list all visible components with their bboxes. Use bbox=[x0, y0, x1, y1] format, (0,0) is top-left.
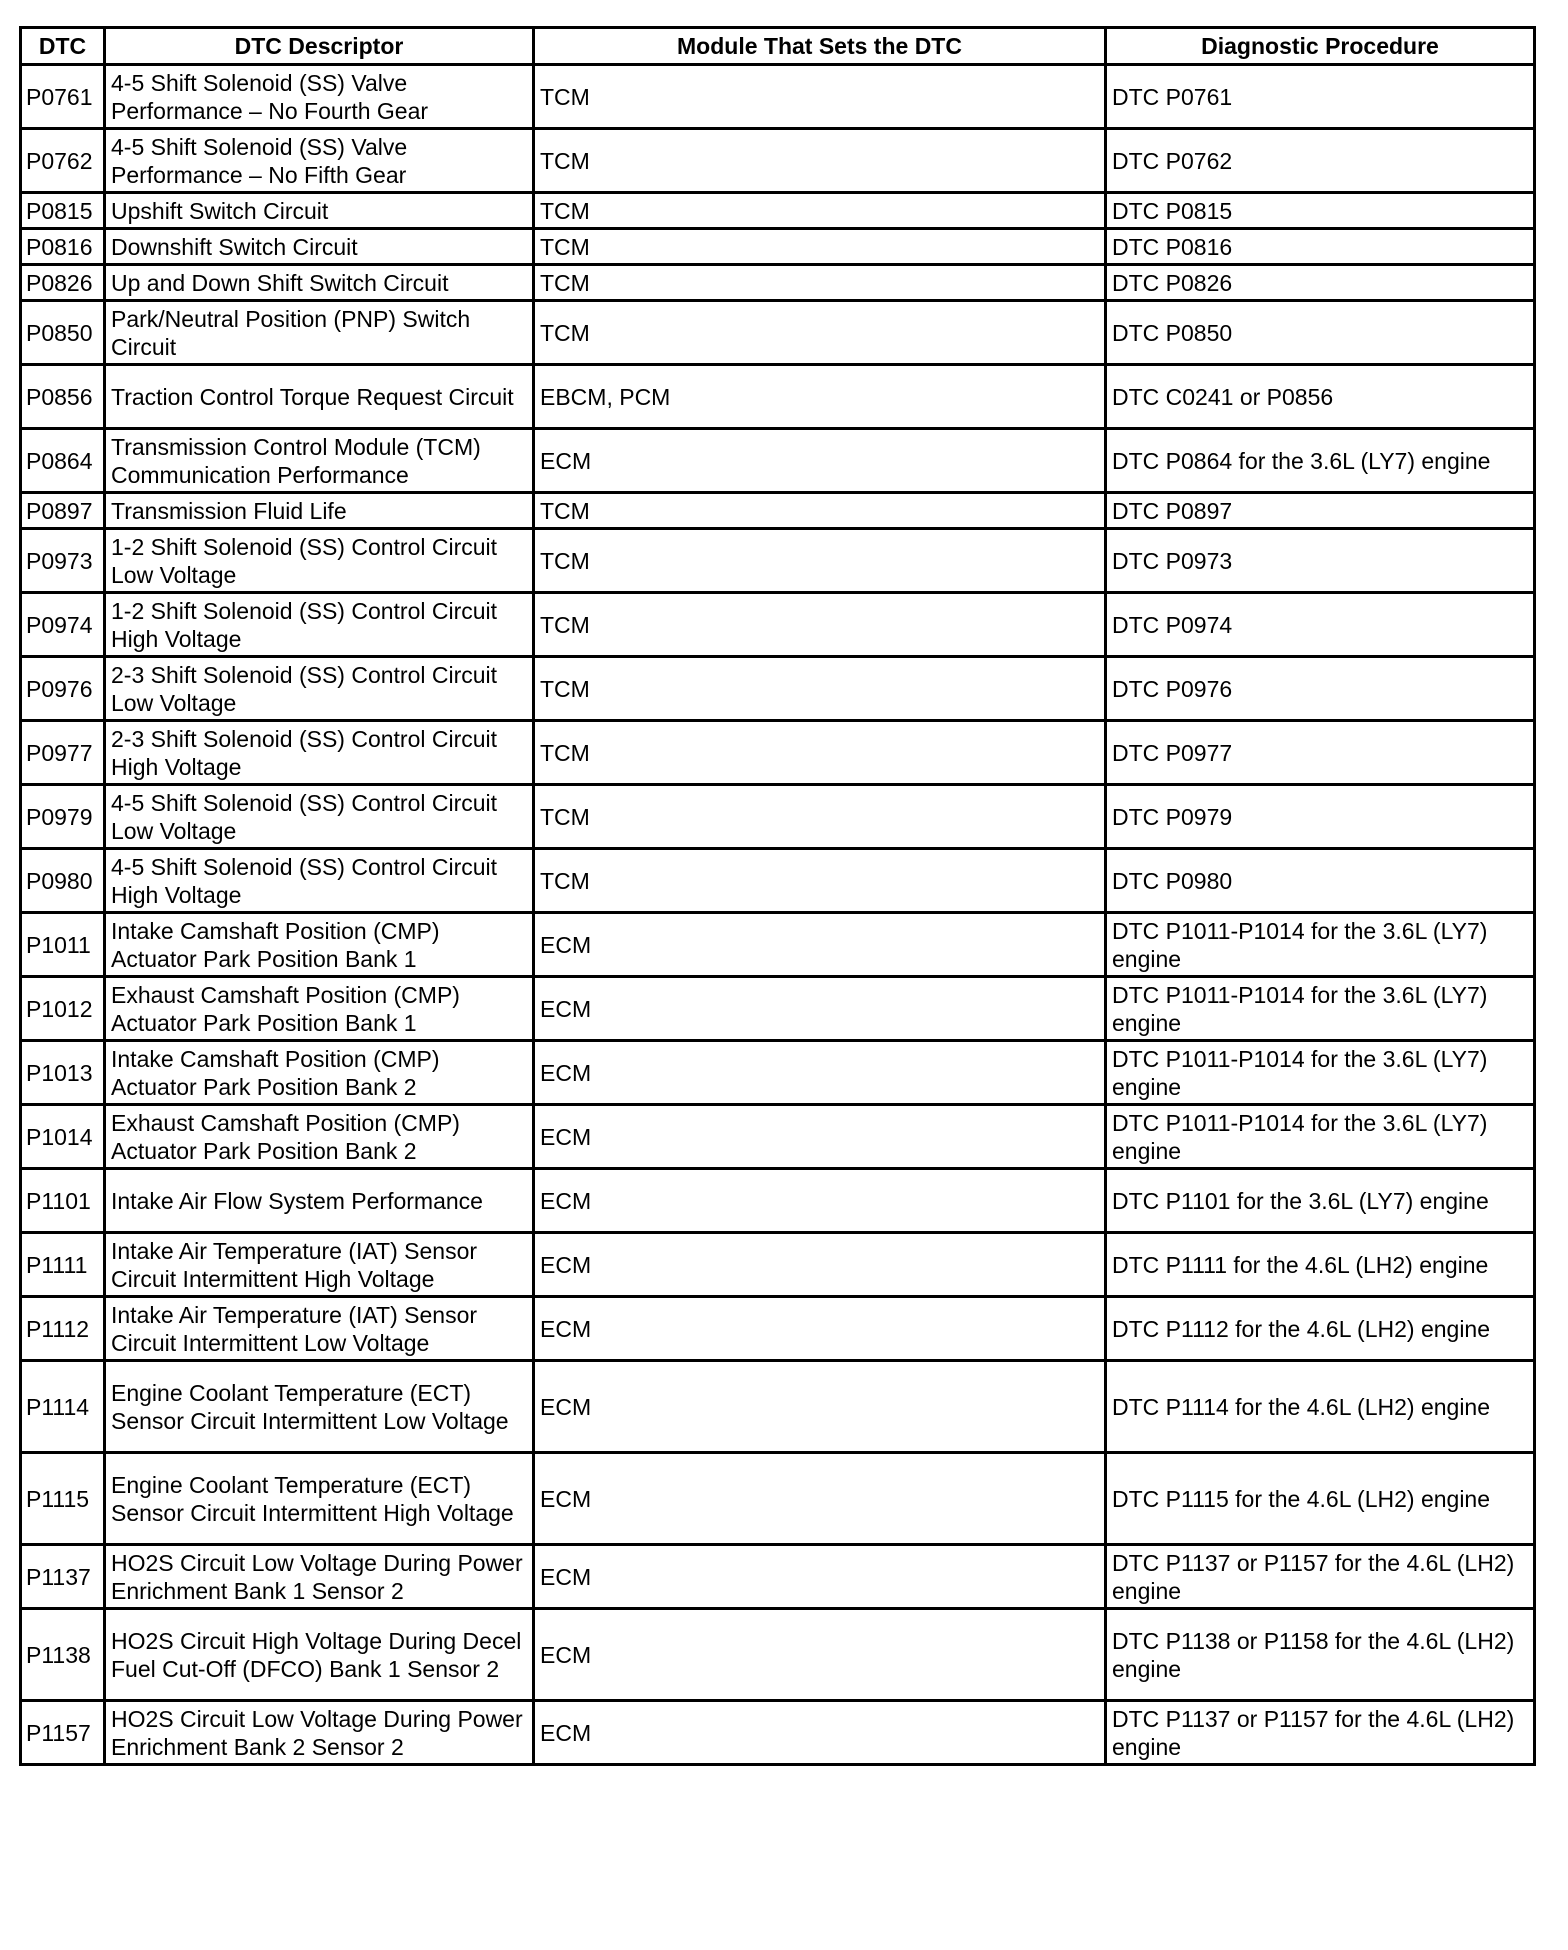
module-cell: ECM bbox=[534, 1453, 1106, 1545]
procedure-cell: DTC P0973 bbox=[1106, 529, 1535, 593]
table-row bbox=[21, 1233, 1535, 1297]
procedure-cell: DTC P0816 bbox=[1106, 229, 1535, 265]
procedure-cell: DTC P1137 or P1157 for the 4.6L (LH2) engine bbox=[1106, 1545, 1535, 1609]
dtc-code-cell: P0816 bbox=[21, 229, 105, 265]
module-cell: TCM bbox=[534, 229, 1106, 265]
dtc-descriptor-cell: HO2S Circuit Low Voltage During Power Enrichment Bank 2 Sensor 2 bbox=[105, 1701, 534, 1765]
module-cell: TCM bbox=[534, 593, 1106, 657]
header-dtc: DTC bbox=[21, 28, 105, 65]
table-row bbox=[21, 1361, 1535, 1453]
dtc-descriptor-cell: 2-3 Shift Solenoid (SS) Control Circuit High Voltage bbox=[105, 721, 534, 785]
header-procedure: Diagnostic Procedure bbox=[1106, 28, 1535, 65]
module-cell: ECM bbox=[534, 1233, 1106, 1297]
module-cell: TCM bbox=[534, 493, 1106, 529]
table-row bbox=[21, 1545, 1535, 1609]
procedure-cell: DTC P1114 for the 4.6L (LH2) engine bbox=[1106, 1361, 1535, 1453]
dtc-table bbox=[19, 26, 1536, 1766]
procedure-cell: DTC P1112 for the 4.6L (LH2) engine bbox=[1106, 1297, 1535, 1361]
module-cell: TCM bbox=[534, 529, 1106, 593]
module-cell: TCM bbox=[534, 785, 1106, 849]
dtc-descriptor-cell: 1-2 Shift Solenoid (SS) Control Circuit High Voltage bbox=[105, 593, 534, 657]
procedure-cell: DTC P0976 bbox=[1106, 657, 1535, 721]
dtc-code-cell: P0980 bbox=[21, 849, 105, 913]
dtc-descriptor-cell: Exhaust Camshaft Position (CMP) Actuator Park Position Bank 2 bbox=[105, 1105, 534, 1169]
dtc-code-cell: P0979 bbox=[21, 785, 105, 849]
table-row bbox=[21, 913, 1535, 977]
dtc-descriptor-cell: Park/Neutral Position (PNP) Switch Circuit bbox=[105, 301, 534, 365]
dtc-descriptor-cell: Intake Camshaft Position (CMP) Actuator Park Position Bank 2 bbox=[105, 1041, 534, 1105]
dtc-code-cell: P0762 bbox=[21, 129, 105, 193]
dtc-descriptor-cell: Engine Coolant Temperature (ECT) Sensor Circuit Intermittent Low Voltage bbox=[105, 1361, 534, 1453]
module-cell: TCM bbox=[534, 265, 1106, 301]
dtc-code-cell: P1115 bbox=[21, 1453, 105, 1545]
dtc-code-cell: P0864 bbox=[21, 429, 105, 493]
dtc-descriptor-cell: 4-5 Shift Solenoid (SS) Valve Performance – No Fifth Gear bbox=[105, 129, 534, 193]
table-row bbox=[21, 529, 1535, 593]
procedure-cell: DTC P0980 bbox=[1106, 849, 1535, 913]
table-row bbox=[21, 593, 1535, 657]
dtc-descriptor-cell: Intake Air Temperature (IAT) Sensor Circuit Intermittent High Voltage bbox=[105, 1233, 534, 1297]
procedure-cell: DTC P1111 for the 4.6L (LH2) engine bbox=[1106, 1233, 1535, 1297]
procedure-cell: DTC P0977 bbox=[1106, 721, 1535, 785]
procedure-cell: DTC P0762 bbox=[1106, 129, 1535, 193]
module-cell: TCM bbox=[534, 193, 1106, 229]
dtc-code-cell: P1111 bbox=[21, 1233, 105, 1297]
dtc-descriptor-cell: 4-5 Shift Solenoid (SS) Valve Performance – No Fourth Gear bbox=[105, 65, 534, 129]
table-row bbox=[21, 301, 1535, 365]
dtc-code-cell: P1012 bbox=[21, 977, 105, 1041]
dtc-code-cell: P1137 bbox=[21, 1545, 105, 1609]
dtc-descriptor-cell: Intake Air Flow System Performance bbox=[105, 1169, 534, 1233]
dtc-code-cell: P1101 bbox=[21, 1169, 105, 1233]
table-row bbox=[21, 193, 1535, 229]
procedure-cell: DTC P1137 or P1157 for the 4.6L (LH2) engine bbox=[1106, 1701, 1535, 1765]
procedure-cell: DTC C0241 or P0856 bbox=[1106, 365, 1535, 429]
procedure-cell: DTC P0864 for the 3.6L (LY7) engine bbox=[1106, 429, 1535, 493]
table-row bbox=[21, 1297, 1535, 1361]
table-row bbox=[21, 657, 1535, 721]
dtc-code-cell: P0897 bbox=[21, 493, 105, 529]
dtc-code-cell: P0977 bbox=[21, 721, 105, 785]
header-descriptor: DTC Descriptor bbox=[105, 28, 534, 65]
table-row bbox=[21, 977, 1535, 1041]
table-row bbox=[21, 1453, 1535, 1545]
table-row bbox=[21, 849, 1535, 913]
table-row bbox=[21, 129, 1535, 193]
table-row bbox=[21, 493, 1535, 529]
module-cell: ECM bbox=[534, 1041, 1106, 1105]
module-cell: ECM bbox=[534, 1297, 1106, 1361]
dtc-descriptor-cell: 1-2 Shift Solenoid (SS) Control Circuit Low Voltage bbox=[105, 529, 534, 593]
table-row bbox=[21, 65, 1535, 129]
module-cell: TCM bbox=[534, 721, 1106, 785]
module-cell: ECM bbox=[534, 977, 1106, 1041]
dtc-descriptor-cell: HO2S Circuit Low Voltage During Power Enrichment Bank 1 Sensor 2 bbox=[105, 1545, 534, 1609]
dtc-code-cell: P1011 bbox=[21, 913, 105, 977]
dtc-code-cell: P0850 bbox=[21, 301, 105, 365]
table-row bbox=[21, 1041, 1535, 1105]
header-module: Module That Sets the DTC bbox=[534, 28, 1106, 65]
dtc-descriptor-cell: Exhaust Camshaft Position (CMP) Actuator Park Position Bank 1 bbox=[105, 977, 534, 1041]
dtc-descriptor-cell: Engine Coolant Temperature (ECT) Sensor Circuit Intermittent High Voltage bbox=[105, 1453, 534, 1545]
dtc-descriptor-cell: Transmission Control Module (TCM) Communication Performance bbox=[105, 429, 534, 493]
procedure-cell: DTC P0826 bbox=[1106, 265, 1535, 301]
procedure-cell: DTC P0815 bbox=[1106, 193, 1535, 229]
procedure-cell: DTC P1011-P1014 for the 3.6L (LY7) engine bbox=[1106, 977, 1535, 1041]
procedure-cell: DTC P1138 or P1158 for the 4.6L (LH2) engine bbox=[1106, 1609, 1535, 1701]
procedure-cell: DTC P0850 bbox=[1106, 301, 1535, 365]
table-row bbox=[21, 265, 1535, 301]
module-cell: TCM bbox=[534, 129, 1106, 193]
table-row bbox=[21, 1169, 1535, 1233]
dtc-descriptor-cell: Intake Air Temperature (IAT) Sensor Circuit Intermittent Low Voltage bbox=[105, 1297, 534, 1361]
dtc-descriptor-cell: Upshift Switch Circuit bbox=[105, 193, 534, 229]
module-cell: TCM bbox=[534, 301, 1106, 365]
module-cell: TCM bbox=[534, 65, 1106, 129]
table-row bbox=[21, 1701, 1535, 1765]
dtc-code-cell: P1114 bbox=[21, 1361, 105, 1453]
dtc-descriptor-cell: HO2S Circuit High Voltage During Decel Fuel Cut-Off (DFCO) Bank 1 Sensor 2 bbox=[105, 1609, 534, 1701]
dtc-code-cell: P0761 bbox=[21, 65, 105, 129]
table-row bbox=[21, 429, 1535, 493]
dtc-code-cell: P1138 bbox=[21, 1609, 105, 1701]
dtc-descriptor-cell: 2-3 Shift Solenoid (SS) Control Circuit Low Voltage bbox=[105, 657, 534, 721]
dtc-code-cell: P1013 bbox=[21, 1041, 105, 1105]
procedure-cell: DTC P1011-P1014 for the 3.6L (LY7) engine bbox=[1106, 1105, 1535, 1169]
procedure-cell: DTC P1101 for the 3.6L (LY7) engine bbox=[1106, 1169, 1535, 1233]
procedure-cell: DTC P0974 bbox=[1106, 593, 1535, 657]
module-cell: TCM bbox=[534, 657, 1106, 721]
dtc-code-cell: P1014 bbox=[21, 1105, 105, 1169]
module-cell: ECM bbox=[534, 1361, 1106, 1453]
dtc-descriptor-cell: 4-5 Shift Solenoid (SS) Control Circuit Low Voltage bbox=[105, 785, 534, 849]
dtc-code-cell: P1112 bbox=[21, 1297, 105, 1361]
dtc-code-cell: P0815 bbox=[21, 193, 105, 229]
table-row bbox=[21, 785, 1535, 849]
module-cell: ECM bbox=[534, 1105, 1106, 1169]
module-cell: ECM bbox=[534, 1169, 1106, 1233]
module-cell: TCM bbox=[534, 849, 1106, 913]
dtc-code-cell: P0973 bbox=[21, 529, 105, 593]
module-cell: ECM bbox=[534, 1545, 1106, 1609]
dtc-code-cell: P0974 bbox=[21, 593, 105, 657]
dtc-code-cell: P1157 bbox=[21, 1701, 105, 1765]
table-header-row bbox=[21, 28, 1535, 65]
dtc-code-cell: P0976 bbox=[21, 657, 105, 721]
module-cell: ECM bbox=[534, 913, 1106, 977]
table-row bbox=[21, 365, 1535, 429]
module-cell: ECM bbox=[534, 1701, 1106, 1765]
procedure-cell: DTC P0979 bbox=[1106, 785, 1535, 849]
procedure-cell: DTC P1011-P1014 for the 3.6L (LY7) engine bbox=[1106, 913, 1535, 977]
dtc-descriptor-cell: Traction Control Torque Request Circuit bbox=[105, 365, 534, 429]
procedure-cell: DTC P1115 for the 4.6L (LH2) engine bbox=[1106, 1453, 1535, 1545]
procedure-cell: DTC P1011-P1014 for the 3.6L (LY7) engine bbox=[1106, 1041, 1535, 1105]
module-cell: ECM bbox=[534, 429, 1106, 493]
dtc-descriptor-cell: Transmission Fluid Life bbox=[105, 493, 534, 529]
dtc-descriptor-cell: Up and Down Shift Switch Circuit bbox=[105, 265, 534, 301]
table-row bbox=[21, 229, 1535, 265]
procedure-cell: DTC P0897 bbox=[1106, 493, 1535, 529]
dtc-descriptor-cell: Downshift Switch Circuit bbox=[105, 229, 534, 265]
dtc-descriptor-cell: 4-5 Shift Solenoid (SS) Control Circuit High Voltage bbox=[105, 849, 534, 913]
dtc-code-cell: P0856 bbox=[21, 365, 105, 429]
procedure-cell: DTC P0761 bbox=[1106, 65, 1535, 129]
table-body bbox=[21, 65, 1535, 1765]
module-cell: ECM bbox=[534, 1609, 1106, 1701]
table-row bbox=[21, 721, 1535, 785]
table-row bbox=[21, 1609, 1535, 1701]
table-row bbox=[21, 1105, 1535, 1169]
module-cell: EBCM, PCM bbox=[534, 365, 1106, 429]
dtc-code-cell: P0826 bbox=[21, 265, 105, 301]
dtc-descriptor-cell: Intake Camshaft Position (CMP) Actuator Park Position Bank 1 bbox=[105, 913, 534, 977]
